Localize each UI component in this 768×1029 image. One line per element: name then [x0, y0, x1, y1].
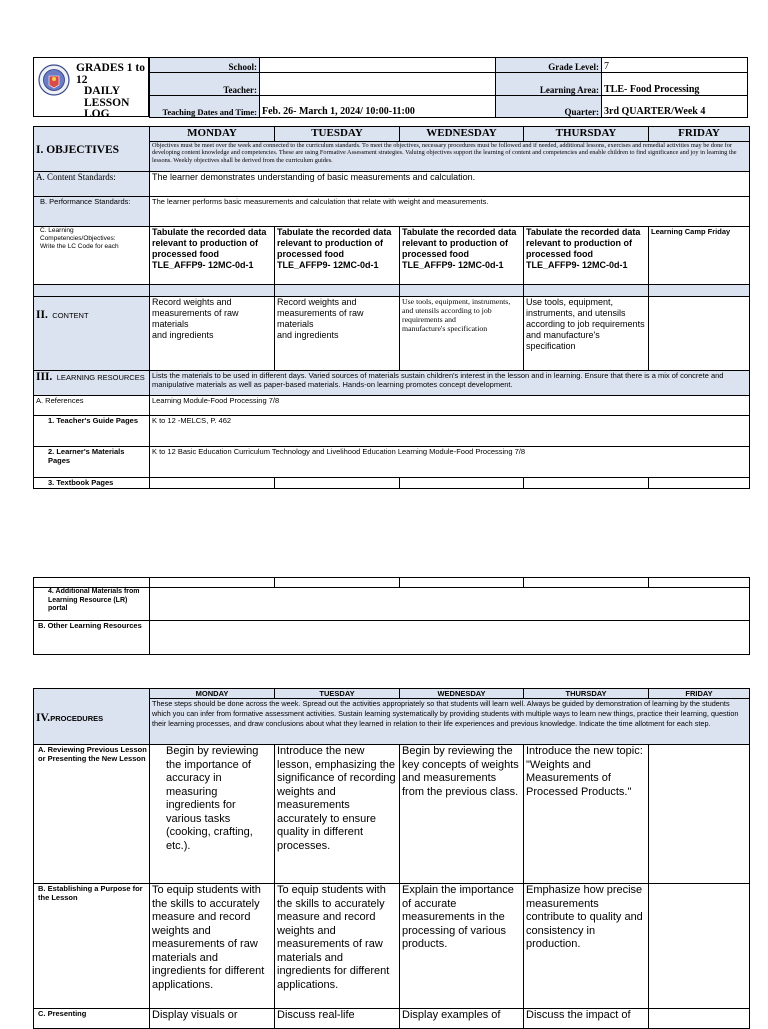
content-thursday: Use tools, equipment, instruments, and utensils according to job requirements and manufacture's specification	[524, 296, 649, 370]
textbook-friday	[649, 477, 750, 488]
procedure-a-tuesday: Introduce the new lesson, emphasizing the significance of recording weights and measurements accurately to ensure quality in different processes.	[275, 745, 400, 884]
competency-thursday	[524, 226, 649, 284]
procedure-b-monday: To equip students with the skills to accurately measure and record weights and measurements of raw materials and ingredients for different applications.	[150, 884, 275, 1009]
grade-level-label: Grade Level:	[496, 58, 602, 73]
procedure-b-friday	[649, 884, 750, 1009]
procedure-c-thursday: Discuss the impact of	[524, 1009, 649, 1029]
competency-code: TLE_AFFP9- 12MC-0d-1	[152, 259, 254, 270]
competency-tuesday	[275, 226, 400, 284]
objectives-title: I. OBJECTIVES	[34, 127, 150, 172]
content-standards-label: A. Content Standards:	[34, 171, 150, 196]
content-tuesday: Record weights and measurements of raw materials and ingredients	[275, 296, 400, 370]
grade-level-value[interactable]: 7	[602, 58, 748, 73]
procedures-title: IV.PROCEDURES	[34, 689, 150, 745]
procedure-c-friday	[649, 1009, 750, 1029]
blank-cell	[34, 578, 150, 588]
procedure-a-label: A. Reviewing Previous Lesson or Presenting the New Lesson	[34, 745, 150, 884]
learning-area-label: Learning Area:	[496, 73, 602, 96]
procedure-b-tuesday: To equip students with the skills to accurately measure and record weights and measurements of raw materials and ingredients for different applications.	[275, 884, 400, 1009]
procedure-b-thursday: Emphasize how precise measurements contribute to quality and consistency in production.	[524, 884, 649, 1009]
spacer	[649, 284, 750, 296]
blank-cell	[400, 578, 524, 588]
procedure-b-wednesday: Explain the importance of accurate measurements in the processing of various products.	[400, 884, 524, 1009]
header-table	[149, 57, 748, 118]
textbook-thursday	[524, 477, 649, 488]
dates-label: Teaching Dates and Time:	[150, 96, 260, 118]
header-title	[76, 63, 148, 121]
spacer	[34, 284, 150, 296]
resources-continuation-table	[33, 577, 750, 655]
spacer	[150, 284, 275, 296]
teachers-guide-text: K to 12 -MELCS, P. 462	[150, 415, 750, 446]
textbook-monday	[150, 477, 275, 488]
procedure-a-thursday: Introduce the new topic: "Weights and Measurements of Processed Products."	[524, 745, 649, 884]
log-title: DAILY LESSON LOG	[84, 85, 130, 120]
content-standards-text: The learner demonstrates understanding of basic measurements and calculation.	[150, 171, 750, 196]
school-value[interactable]	[260, 58, 496, 73]
learners-materials-text: K to 12 Basic Education Curriculum Technology and Livelihood Education Learning Module-Food Processing 7/8	[150, 446, 750, 477]
day-header-wednesday: WEDNESDAY	[400, 127, 524, 142]
grades-title: GRADES 1 to 12	[76, 62, 146, 86]
performance-standards-text: The learner performs basic measurements and calculation that relate with weight and measurements.	[150, 196, 750, 226]
spacer	[275, 284, 400, 296]
day-header-thursday: THURSDAY	[524, 689, 649, 699]
textbook-wednesday	[400, 477, 524, 488]
spacer	[400, 284, 524, 296]
school-label: School:	[150, 58, 260, 73]
competencies-label	[34, 226, 150, 284]
deped-seal-logo	[38, 64, 70, 96]
learning-area-value[interactable]: TLE- Food Processing	[602, 73, 748, 96]
content-wednesday: Use tools, equipment, instruments, and utensils according to job requirements and manufacture's specification	[400, 296, 524, 370]
competency-wednesday	[400, 226, 524, 284]
references-label: A. References	[34, 395, 150, 415]
references-text: Learning Module-Food Processing 7/8	[150, 395, 750, 415]
content-friday	[649, 296, 750, 370]
day-header-friday: FRIDAY	[649, 127, 750, 142]
objectives-note: Objectives must be meet over the week and connected to the curriculum standards. To meet the objectives, necessary procedures must be followed and if needed, additional lessons, exercises and remedial activities may be done for developing content knowledge and competencies. These are using Formative Assessment strategies. Valuing objectives support the learning of content and competencies and enable children to find significance and joy in learning the lessons. Weekly objectives shall be derived from the curriculum guides.	[150, 141, 750, 171]
blank-cell	[649, 578, 750, 588]
day-header-friday: FRIDAY	[649, 689, 750, 699]
resources-note: Lists the materials to be used in different days. Varied sources of materials sustain children's interest in the lesson and in learning. Ensure that there is a mix of concrete and manipulative materials as well as paper-based materials. Hands-on learning promotes concept development.	[150, 370, 750, 395]
procedure-c-wednesday: Display examples of	[400, 1009, 524, 1029]
day-header-monday: MONDAY	[150, 689, 275, 699]
textbook-tuesday	[275, 477, 400, 488]
competency-code: TLE_AFFP9- 12MC-0d-1	[526, 259, 628, 270]
day-header-monday: MONDAY	[150, 127, 275, 142]
blank-cell	[275, 578, 400, 588]
dates-value[interactable]: Feb. 26- March 1, 2024/ 10:00-11:00	[260, 96, 496, 118]
additional-materials-text	[150, 588, 750, 621]
competency-monday	[150, 226, 275, 284]
other-resources-text	[150, 621, 750, 655]
learners-materials-label: 2. Learner's Materials Pages	[34, 446, 150, 477]
procedure-a-friday	[649, 745, 750, 884]
day-header-tuesday: TUESDAY	[275, 127, 400, 142]
procedures-table	[33, 688, 750, 1029]
procedures-note: These steps should be done across the week. Spread out the activities appropriately so that students will learn well. Always be guided by demonstration of learning by the students which you can infer from formative assessment activities. Sustain learning systematically by providing students with multiple ways to learn new things, practice their learning, question their learning processes, and draw conclusions about what they learned in relation to their life experiences and previous knowledge. Indicate the time allotment for each step.	[150, 699, 750, 745]
teacher-value[interactable]	[260, 73, 496, 96]
teacher-label: Teacher:	[150, 73, 260, 96]
quarter-label: Quarter:	[496, 96, 602, 118]
competency-friday: Learning Camp Friday	[649, 226, 750, 284]
day-header-wednesday: WEDNESDAY	[400, 689, 524, 699]
day-header-tuesday: TUESDAY	[275, 689, 400, 699]
day-header-thursday: THURSDAY	[524, 127, 649, 142]
performance-standards-label: B. Performance Standards:	[34, 196, 150, 226]
content-monday: Record weights and measurements of raw materials and ingredients	[150, 296, 275, 370]
competency-text: Tabulate the recorded data relevant to production of processed food	[277, 226, 392, 259]
procedure-c-monday: Display visuals or	[150, 1009, 275, 1029]
content-title: II. CONTENT	[34, 296, 150, 370]
procedure-a-monday: Begin by reviewing the importance of accuracy in measuring ingredients for various tasks (cooking, crafting, etc.).	[150, 745, 275, 884]
competency-text: Tabulate the recorded data relevant to production of processed food	[526, 226, 641, 259]
spacer	[524, 284, 649, 296]
competency-text: Tabulate the recorded data relevant to production of processed food	[152, 226, 267, 259]
other-resources-label: B. Other Learning Resources	[34, 621, 150, 655]
competencies-sub: Write the LC Code for each	[40, 242, 119, 250]
blank-cell	[524, 578, 649, 588]
teachers-guide-label: 1. Teacher's Guide Pages	[34, 415, 150, 446]
procedure-a-wednesday: Begin by reviewing the key concepts of weights and measurements from the previous class.	[400, 745, 524, 884]
competency-code: TLE_AFFP9- 12MC-0d-1	[402, 259, 504, 270]
competency-text: Tabulate the recorded data relevant to production of processed food	[402, 226, 517, 259]
procedure-c-label: C. Presenting	[34, 1009, 150, 1029]
competency-code: TLE_AFFP9- 12MC-0d-1	[277, 259, 379, 270]
quarter-value[interactable]: 3rd QUARTER/Week 4	[602, 96, 748, 118]
blank-cell	[150, 578, 275, 588]
procedure-c-tuesday: Discuss real-life	[275, 1009, 400, 1029]
procedure-b-label: B. Establishing a Purpose for the Lesson	[34, 884, 150, 1009]
textbook-label: 3. Textbook Pages	[34, 477, 150, 488]
resources-title: III. LEARNING RESOURCES	[34, 370, 150, 395]
additional-materials-label: 4. Additional Materials from Learning Resource (LR) portal	[34, 588, 150, 621]
competencies-title: C. Learning Competencies/Objectives:	[40, 226, 116, 242]
objectives-content-resources-table	[33, 126, 750, 489]
